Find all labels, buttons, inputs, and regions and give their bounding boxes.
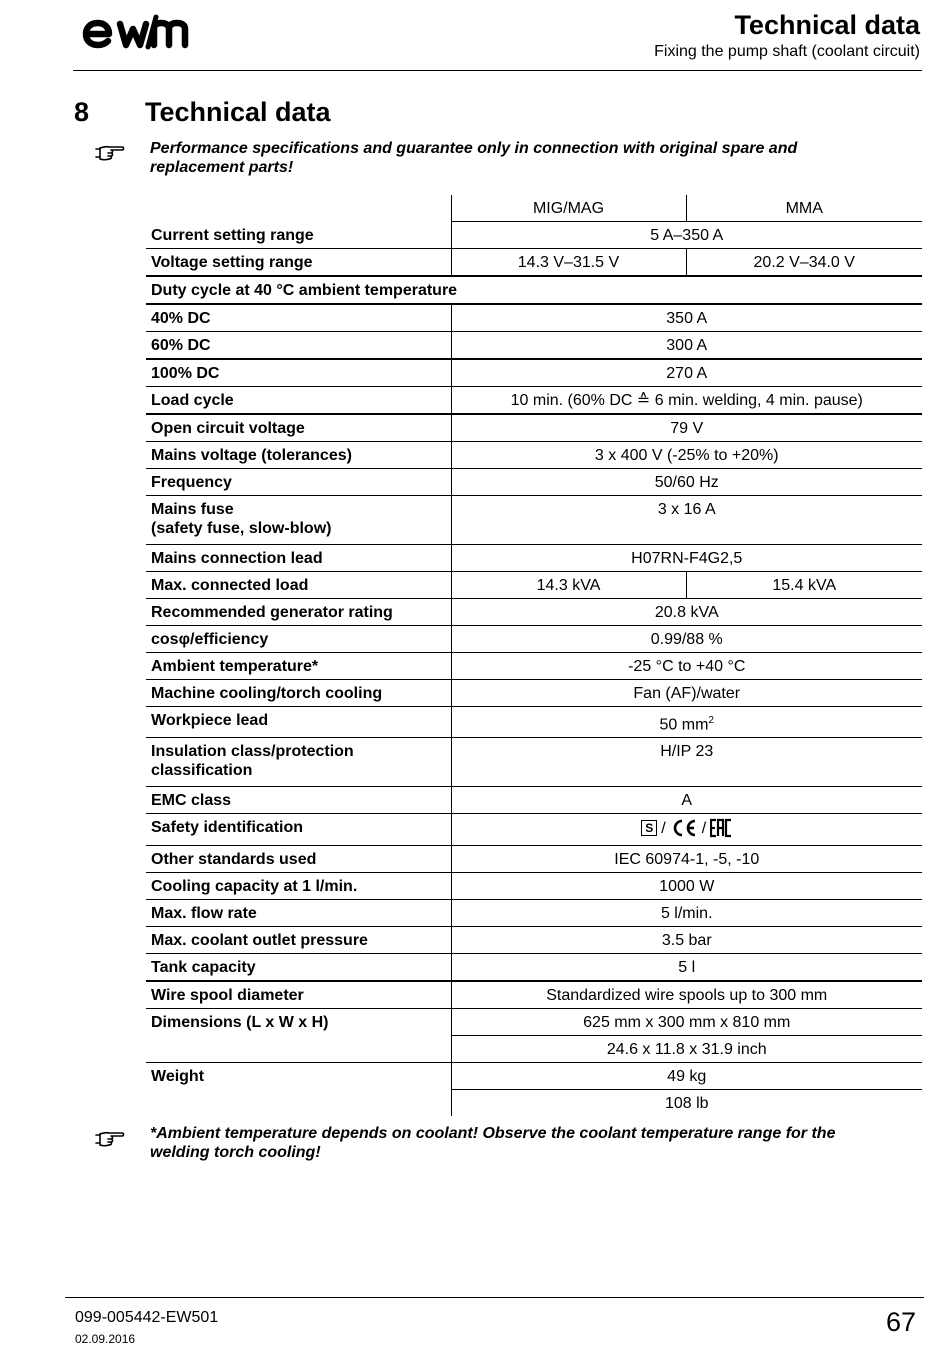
note-spare-parts: Performance specifications and guarantee only in connection with original spare and replacement parts! [150,140,798,176]
row-mains-fuse: Mains fuse (safety fuse, slow-blow) 3 x 16 A [146,496,922,545]
pointing-hand-icon [94,1129,126,1149]
row-weight-imperial: 108 lb [146,1090,922,1117]
safety-marks: S / / [641,818,732,838]
row-generator-rating: Recommended generator rating 20.8 kVA [146,599,922,626]
ewm-logo-icon [82,14,212,50]
row-mains-connection-lead: Mains connection lead H07RN-F4G2,5 [146,545,922,572]
row-other-standards: Other standards used IEC 60974-1, -5, -10 [146,846,922,873]
row-workpiece-lead: Workpiece lead 50 $mm^2$ [146,707,922,738]
row-emc-class: EMC class A [146,787,922,814]
header-subtitle: Fixing the pump shaft (coolant circuit) [654,43,920,60]
row-frequency: Frequency 50/60 Hz [146,469,922,496]
row-dc-40: 40% DC 350 A [146,304,922,332]
row-open-circuit-voltage: Open circuit voltage 79 V [146,414,922,442]
section-title: Technical data [145,97,331,127]
row-cooling: Machine cooling/torch cooling Fan (AF)/water [146,680,922,707]
s-mark-icon: S [641,820,657,836]
header-title: Technical data [734,10,920,40]
row-mains-voltage: Mains voltage (tolerances) 3 x 400 V (-25% to +20%) [146,442,922,469]
document-date: 02.09.2016 [75,1332,136,1346]
row-duty-cycle-heading: Duty cycle at 40 °C ambient temperature [146,276,922,304]
eac-mark-icon [710,818,732,838]
row-dc-60: 60% DC 300 A [146,332,922,360]
row-tank-capacity: Tank capacity 5 l [146,954,922,982]
page-number: 67 [885,1307,916,1337]
pointing-hand-icon [94,143,126,163]
row-max-flow-rate: Max. flow rate 5 l/min. [146,900,922,927]
row-current-setting-range: Current setting range 5 A–350 A [146,222,922,249]
col-header-mma: MMA [686,195,922,222]
row-cos-efficiency: cosφ/efficiency 0.99/88 % [146,626,922,653]
row-load-cycle: Load cycle 10 min. (60% DC ≙ 6 min. welding, 4 min. pause) [146,387,922,415]
table-header-row [146,195,922,222]
footer-divider [65,1297,924,1298]
row-insulation-class: Insulation class/protection classification H/IP 23 [146,738,922,787]
header-divider [73,70,922,71]
row-weight-metric: Weight 49 kg [146,1063,922,1090]
row-ambient-temperature: Ambient temperature* -25 °C to +40 °C [146,653,922,680]
row-voltage-setting-range: Voltage setting range 14.3 V–31.5 V 20.2 V–34.0 V [146,249,922,277]
section-number: 8 [74,97,90,127]
ce-mark-icon [670,818,698,838]
row-max-connected-load: Max. connected load 14.3 kVA 15.4 kVA [146,572,922,599]
row-dimensions-metric: Dimensions (L x W x H) 625 mm x 300 mm x 810 mm [146,1009,922,1036]
col-header-mig-mag: MIG/MAG [451,195,686,222]
row-safety-identification: Safety identification S / / [146,814,922,846]
document-number: 099-005442-EW501 [75,1309,219,1326]
row-wire-spool-diameter: Wire spool diameter Standardized wire spools up to 300 mm [146,981,922,1009]
row-dc-100: 100% DC 270 A [146,359,922,387]
note-ambient-temperature: *Ambient temperature depends on coolant! Observe the coolant temperature range for the welding torch cooling! [150,1125,836,1161]
row-max-outlet-pressure: Max. coolant outlet pressure 3.5 bar [146,927,922,954]
technical-data-table [146,195,922,1116]
row-dimensions-imperial: 24.6 x 11.8 x 31.9 inch [146,1036,922,1063]
row-cooling-capacity: Cooling capacity at 1 l/min. 1000 W [146,873,922,900]
